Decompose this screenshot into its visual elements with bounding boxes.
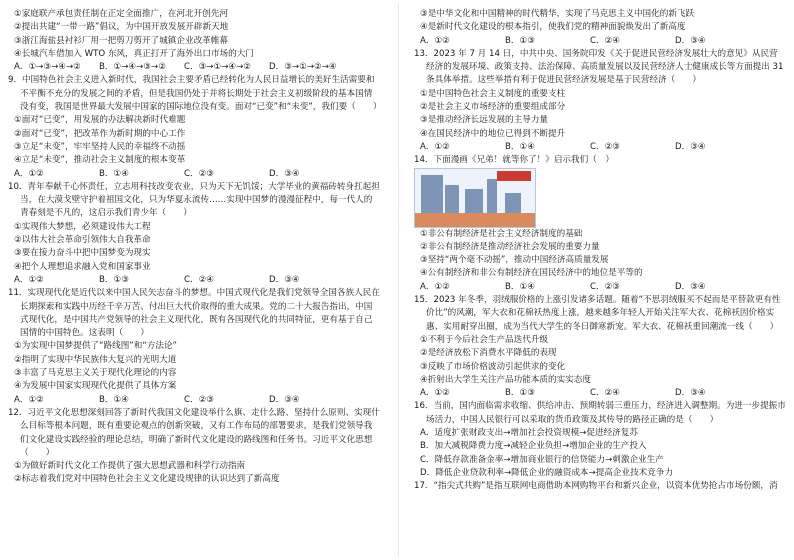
answer-choice: D．③→①→②→④	[269, 62, 337, 73]
option-line: ③丰富了马克思主义关于现代化理论的内容	[14, 368, 177, 379]
answer-choice: A．①②	[420, 35, 450, 46]
answer-choice: C．②③	[184, 168, 215, 179]
answer-choice: B．①→④→③→②	[99, 62, 166, 73]
answer-choice: D．③④	[675, 388, 706, 399]
option-line: C．降低存款准备金率→增加商业银行的信贷能力→刺激企业生产	[420, 454, 664, 465]
answer-choice: A．①②	[420, 281, 450, 292]
question-stem: 17．“指尖式共购”是指互联网电商借助本网购物平台和新兴企业，以资本优势抢占市场份额，消	[414, 481, 778, 492]
answer-choice: C．②④	[590, 388, 621, 399]
building-shape	[421, 175, 443, 215]
option-line: ④把个人理想追求融入党和国家事业	[14, 261, 151, 272]
option-line: D．降低企业贷款利率→降低企业的融资成本→提高企业技术竞争力	[420, 467, 674, 478]
question-stem: 14．下面漫画《兄弟！就等你了！》启示我们（ ）	[414, 155, 614, 166]
question-stem: 13．2023 年 7 月 14 日，中共中央、国务院印发《关于促进民营经济发展壮大的意见》从民营经济的发展环境、政策支持、法治保障、高质量发展以及民营经济人士健康成长等方面提出 31 条具体举措。这些举措有利于促进民营经济发展是基于民营经济（ ）	[414, 48, 784, 86]
option-line: ④立足“未变”，推动社会主义制度的根本变革	[14, 155, 186, 166]
answer-choice: C．③→①→④→②	[184, 62, 252, 73]
option-line: ③浙江海盐县衬衫厂用一把剪刀剪开了城镇企业改革帷幕	[14, 35, 228, 46]
option-line: ①家庭联产承包责任制在正定全面推广，在河北开创先河	[14, 9, 228, 19]
option-line: ①实现伟大梦想，必须建设伟大工程	[14, 221, 151, 232]
question-stem: 16．当前，国内面临需求收缩、供给冲击、预期转弱三重压力，经济进入调整期。为进一步提振市场活力，中国人民银行可以采取的货币政策及其传导的路径正确的是（ ）	[414, 401, 786, 425]
option-line: ②指明了实现中华民族伟大复兴的光明大道	[14, 354, 177, 365]
option-line: ②是社会主义市场经济的重要组成部分	[420, 102, 566, 113]
answer-choice: C．②③	[184, 394, 215, 405]
answer-choices	[414, 35, 786, 48]
cartoon-image	[414, 168, 536, 228]
option-line: ②提出共建“一带一路”倡议，为中国开放发展开辟新天地	[14, 22, 229, 33]
answer-choice: B．①④	[99, 394, 129, 405]
option-line: B．加大减税降费力度→减轻企业负担→增加企业的生产投入	[420, 441, 647, 452]
option-line: ①是中国特色社会主义制度的重要支柱	[420, 88, 566, 99]
option-line: ④为发展中国家实现现代化提供了具体方案	[14, 381, 177, 392]
answer-choices	[414, 141, 786, 154]
option-line: ①为做好新时代文化工作提供了强大思想武器和科学行动指南	[14, 461, 246, 472]
option-line: ②标志着我们党对中国特色社会主义文化建设规律的认识达到了新高度	[14, 474, 280, 485]
answer-choice: D．③④	[675, 141, 706, 152]
option-line: ④公有制经济和非公有制经济在国民经济中的地位是平等的	[420, 268, 643, 279]
building-shape	[445, 185, 459, 215]
answer-choice: A．①→③→④→②	[14, 62, 81, 73]
answer-choices	[8, 394, 380, 407]
answer-choices	[414, 387, 786, 400]
question-stem: 12．习近平文化思想深刻回答了新时代我国文化建设举什么旗、走什么路、坚持什么原则、实现什么目标等根本问题，既有重要论观点的创新突破，又有工作布局的部署要求，是我们党领导我们文化建设实践经验的理论总结，明确了新时代文化建设的路线图和任务书。习近平文化思想（ ）	[8, 407, 380, 458]
building-shape	[487, 179, 497, 215]
answer-choice: A．①②	[14, 274, 44, 285]
question-stem: 10．青年奉献千心怀责任，立志用科技改变农业，只为天下无饥馁；大学毕业的黄福砖转身扛起担当，在大漠戈壁守护着祖国文化，只为华夏永流传……实现中国梦的漫漫征程中，每一代人的青春刻是不凡的，这启示我们青少年（ ）	[8, 181, 380, 219]
option-line: ①面对“已变”，用发展的办法解决新时代难题	[14, 115, 186, 126]
answer-choice: B．①③	[505, 35, 535, 46]
option-line: ①为实现中国梦提供了“路线图”和“方法论”	[14, 341, 178, 352]
answer-choice: C．②④	[590, 35, 621, 46]
option-line: ③是中华文化和中国精神的时代精华，实现了马克思主义中国化的新飞跃	[420, 9, 695, 19]
option-line: ③要在接力奋斗中把中国梦变为现实	[14, 248, 151, 259]
option-line: ④是新时代文化建设的根本指引，使我们党的精神面貌焕发出了新高度	[420, 22, 686, 33]
answer-choice: D．③④	[269, 394, 300, 405]
option-line: ①非公有制经济是社会主义经济制度的基础	[420, 228, 583, 239]
option-line: ②以伟大社会革命引领伟大自我革命	[14, 235, 151, 246]
answer-choice: A．①②	[420, 388, 450, 399]
option-line: ④长城汽车借加入 WTO 东风，真正打开了海外出口市场的大门	[14, 48, 254, 59]
option-line: ②面对“已变”，把改革作为新时期的中心工作	[14, 128, 186, 139]
answer-choice: C．②③	[590, 281, 621, 292]
option-line: ④折射出大学生关注产品功能本质的实实态度	[420, 374, 591, 385]
answer-choices	[414, 281, 786, 294]
answer-choices	[8, 61, 380, 74]
option-line: ②非公有制经济是推动经济社会发展的重要力量	[420, 241, 600, 252]
option-line: ③是推动经济长远发展的主导力量	[420, 115, 549, 126]
option-line: ③立足“未变”，牢牢坚持人民的幸福终不动摇	[14, 141, 186, 152]
answer-choice: D．③④	[675, 35, 706, 46]
option-line: ③坚持“两个毫不动摇”，推动中国经济高质量发展	[420, 255, 609, 266]
answer-choices	[8, 168, 380, 181]
question-stem: 9．中国特色社会主义进入新时代，我国社会主要矛盾已经转化为人民日益增长的美好生活需要和不平衡不充分的发展之间的矛盾，但是我国仍处于并将长期处于社会主义初级阶段的基本国情没有变，我国是世界最大发展中国家的国际地位没有变。面对“已变”和“未变”，我们要（ ）	[8, 75, 382, 113]
answer-choice: C．②④	[184, 274, 215, 285]
banner-shape	[497, 171, 531, 181]
option-line: ①不利于今后社会生产品迭代升级	[420, 334, 549, 345]
question-stem: 11．实现现代化是近代以来中国人民矢志奋斗的梦想。中国式现代化是我们党领导全国各族人民在长期探索和实践中历经千辛万苦、付出巨大代价取得的重大成果。党的二十大报告指出，中国式现代化，是中国共产党领导的社会主义现代化，既有各国现代化的共同特征，更有基于自己国情的中国特色。这表明（ ）	[8, 288, 380, 339]
answer-choices	[8, 274, 380, 287]
answer-choice: B．①③	[99, 274, 129, 285]
answer-choice: A．①②	[14, 168, 44, 179]
answer-choice: A．①②	[420, 141, 450, 152]
question-stem: 15．2023 年冬季，羽绒服价格的上涨引发诸多话题。随着“不思羽绒服买不起而是平替款更有性价比”的风潮，军大衣和花棉袄热度上涨，越来越多年轻人开始关注军大衣、花棉袄因价格实惠、实用耐穿出圈，成为当代大学生的冬日御寒新宠。军大衣、花棉袄重回潮流一线（ ）	[414, 295, 781, 332]
option-line: ④在国民经济中的地位已得到不断提升	[420, 128, 566, 139]
answer-choice: A．①②	[14, 394, 44, 405]
left-column	[8, 8, 380, 487]
option-line: ③反映了市场价格波动引起供求的变化	[420, 361, 566, 372]
answer-choice: C．②③	[590, 141, 621, 152]
column-divider	[398, 4, 399, 556]
answer-choice: B．①④	[505, 141, 535, 152]
answer-choice: D．③④	[675, 281, 706, 292]
crowd-shape	[415, 213, 535, 227]
answer-choice: D．③④	[269, 168, 300, 179]
answer-choice: D．③④	[269, 274, 300, 285]
building-shape	[465, 189, 483, 215]
right-column	[414, 8, 786, 494]
answer-choice: B．①④	[99, 168, 129, 179]
answer-choice: B．①④	[505, 281, 535, 292]
answer-choice: B．①③	[505, 388, 535, 399]
building-shape	[505, 193, 521, 215]
option-line: A．适度扩张财政支出→增加社会投资规模→促进经济复苏	[420, 428, 638, 439]
option-line: ②是经济放松下消费水平降低的表现	[420, 348, 557, 359]
